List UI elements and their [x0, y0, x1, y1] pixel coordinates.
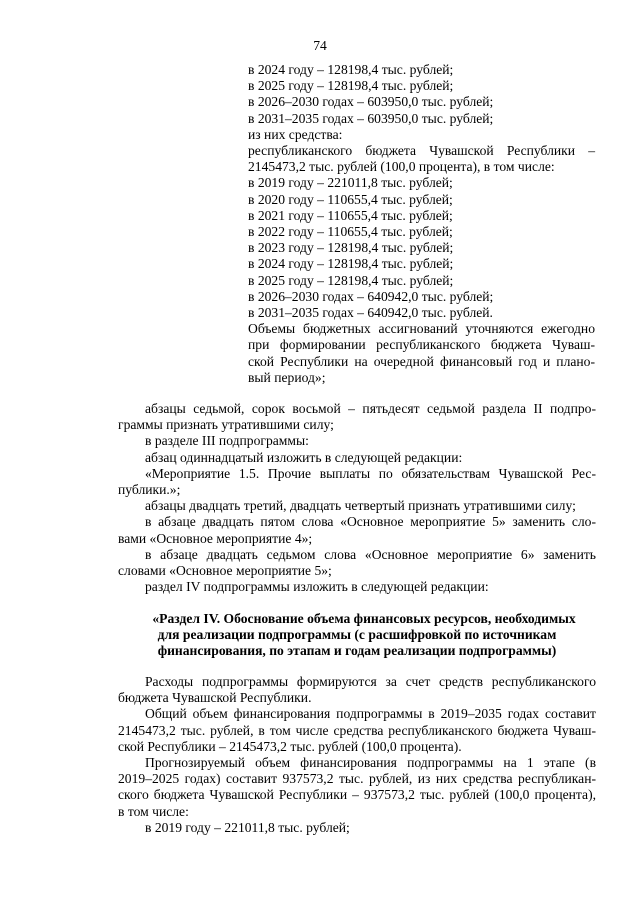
funding-line: из них средства: — [248, 126, 343, 142]
section-paragraph: в том числе: — [118, 803, 189, 819]
year-line: в 2022 году – 110655,4 тыс. рублей; — [248, 224, 453, 240]
note-line: Объемы бюджетных ассигнований уточняются ежегодно — [248, 321, 595, 337]
section-paragraph: ской Республики – 2145473,2 тыс. рублей (100,0 процента). — [118, 738, 462, 754]
note-line: при формировании республиканского бюджета Чуваш- — [248, 337, 595, 353]
amendment-paragraph: раздел IV подпрограммы изложить в следующей редакции: — [145, 579, 489, 595]
note-line: вый период»; — [248, 369, 326, 385]
section-paragraph: Прогнозируемый объем финансирования подпрограммы на 1 этапе (в — [145, 755, 596, 771]
amendment-paragraph: абзац одиннадцатый изложить в следующей редакции: — [145, 449, 463, 465]
funding-line: в 2031–2035 годах – 603950,0 тыс. рублей; — [248, 110, 494, 126]
year-line: в 2019 году – 221011,8 тыс. рублей; — [248, 175, 453, 191]
funding-line: в 2026–2030 годах – 603950,0 тыс. рублей; — [248, 94, 494, 110]
amendment-paragraph: публики.»; — [118, 482, 181, 498]
year-line: в 2020 году – 110655,4 тыс. рублей; — [248, 191, 453, 207]
section-paragraph: бюджета Чувашской Республики. — [118, 690, 312, 706]
note-line: ской Республики на очередной финансовый год и плано- — [248, 353, 595, 369]
funding-line: в 2025 году – 128198,4 тыс. рублей; — [248, 78, 454, 94]
amendment-paragraph: в разделе III подпрограммы: — [145, 433, 309, 449]
budget-line: республиканского бюджета Чувашской Республики – — [248, 143, 595, 159]
budget-line: 2145473,2 тыс. рублей (100,0 процента), в том числе: — [248, 159, 555, 175]
year-line: в 2021 году – 110655,4 тыс. рублей; — [248, 207, 453, 223]
year-line: в 2023 году – 128198,4 тыс. рублей; — [248, 240, 454, 256]
section-body — [118, 674, 596, 836]
year-line: в 2031–2035 годах – 640942,0 тыс. рублей. — [248, 305, 493, 321]
amendment-paragraph: граммы признать утратившими силу; — [118, 417, 334, 433]
heading-line: для реализации подпрограммы (с расшифровкой по источникам — [157, 627, 557, 643]
section-paragraph: 2019–2025 годах) составит 937573,2 тыс. рублей, из них средства республикан- — [118, 771, 596, 787]
page-number: 74 — [313, 38, 327, 53]
heading-line: финансирования, по этапам и годам реализации подпрограммы) — [157, 643, 557, 659]
section-paragraph: 2145473,2 тыс. рублей, в том числе средства республиканского бюджета Чуваш- — [118, 722, 596, 738]
amendment-paragraph: «Мероприятие 1.5. Прочие выплаты по обязательствам Чувашской Рес- — [145, 465, 596, 481]
section-paragraph: Общий объем финансирования подпрограммы в 2019–2035 годах составит — [145, 706, 596, 722]
amendments-block — [118, 401, 596, 595]
section-paragraph: ского бюджета Чувашской Республики – 937573,2 тыс. рублей (100,0 процента), — [118, 787, 596, 803]
year-line: в 2024 году – 128198,4 тыс. рублей; — [248, 256, 454, 272]
year-line: в 2025 году – 128198,4 тыс. рублей; — [248, 272, 454, 288]
year-line: в 2026–2030 годах – 640942,0 тыс. рублей; — [248, 288, 494, 304]
heading-line: «Раздел IV. Обоснование объема финансовых ресурсов, необходимых — [152, 611, 576, 626]
amendment-paragraph: в абзаце двадцать седьмом слова «Основное мероприятие 6» заменить — [145, 546, 596, 562]
amendment-paragraph: словами «Основное мероприятие 5»; — [118, 563, 332, 579]
funding-right-column — [248, 62, 595, 386]
amendment-paragraph: вами «Основное мероприятие 4»; — [118, 530, 313, 546]
section-paragraph: в 2019 году – 221011,8 тыс. рублей; — [145, 819, 350, 835]
amendment-paragraph: абзацы седьмой, сорок восьмой – пятьдесят седьмой раздела II подпро- — [145, 401, 596, 416]
amendment-paragraph: абзацы двадцать третий, двадцать четвертый признать утратившими силу; — [145, 498, 576, 514]
amendment-paragraph: в абзаце двадцать пятом слова «Основное мероприятие 5» заменить сло- — [145, 514, 596, 530]
section-paragraph: Расходы подпрограммы формируются за счет средств республиканского — [145, 674, 596, 689]
section-heading — [118, 611, 596, 660]
funding-line: в 2024 году – 128198,4 тыс. рублей; — [248, 62, 454, 77]
